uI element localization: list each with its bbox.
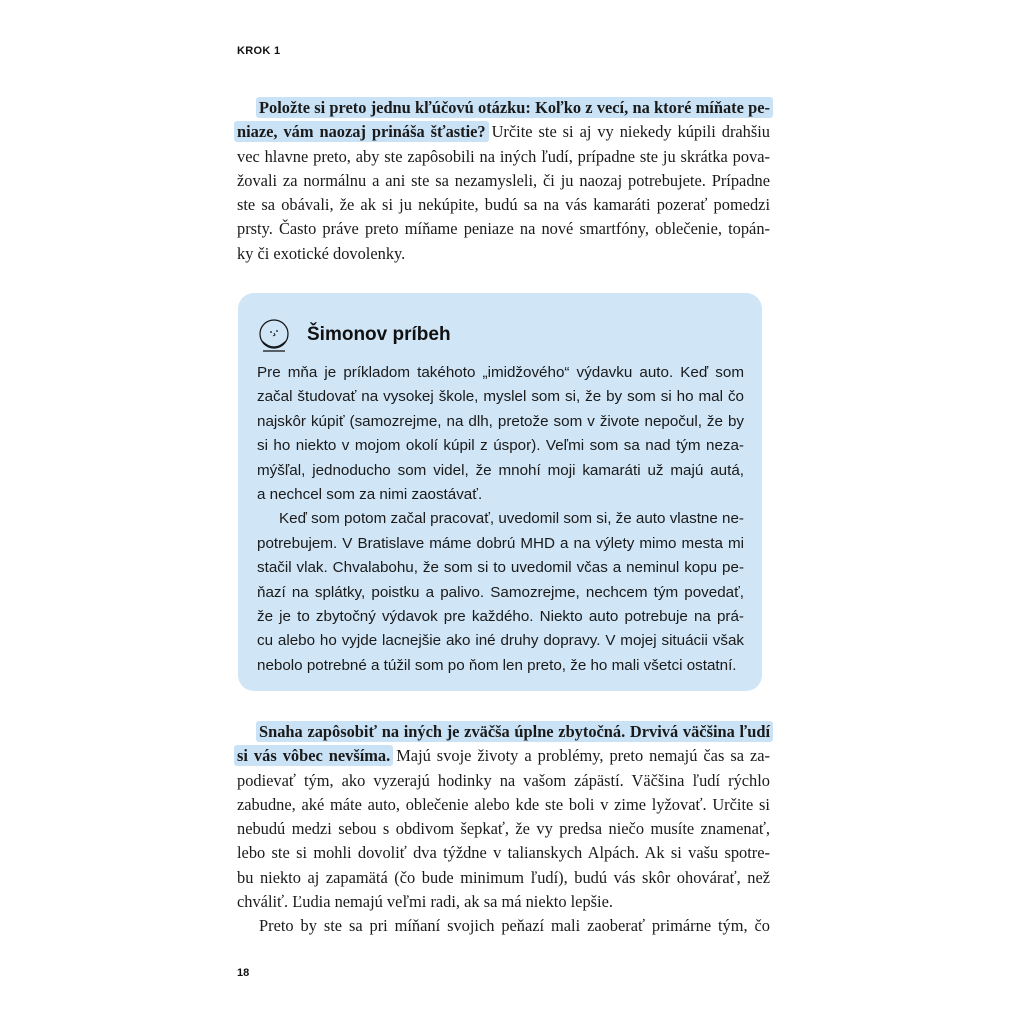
chapter-header: KROK 1 [237, 45, 281, 57]
text-line [237, 96, 770, 120]
paragraph-1 [237, 96, 770, 266]
line-text: ky či exotické dovolenky. [237, 243, 406, 263]
text-line [257, 654, 744, 678]
text-line [237, 169, 770, 193]
line-text: začal študovať na vysokej škole, myslel som si, že by som si ho mal čo [257, 388, 744, 406]
line-text: Majú svoje životy a problémy, preto nemajú čas sa za- [390, 746, 770, 766]
line-text: Keď som potom začal pracovať, uvedomil som si, že auto vlastne ne- [279, 510, 744, 528]
text-line [237, 890, 770, 914]
text-line [257, 361, 744, 385]
line-text: bu niekto aj zapamätá (čo bude minimum ľudí), budú vás skôr ohovárať, než [237, 867, 770, 887]
text-line [237, 793, 770, 817]
text-line [257, 532, 744, 556]
text-line [237, 744, 770, 768]
line-text: cu alebo ho vyjde lacnejšie ako iné druhy dopravy. V mojej situácii však [257, 632, 744, 650]
text-line [237, 193, 770, 217]
line-text: že je to zbytočný výdavok pre každého. Niekto auto potrebuje na prá- [257, 607, 744, 625]
line-text: najskôr kúpiť (samozrejme, na dlh, pretože som v živote nepočul, že by [257, 412, 744, 430]
text-line [257, 556, 744, 580]
paragraph-2 [237, 720, 770, 939]
highlighted-bold-text: Snaha zapôsobiť na iných je zväčša úplne zbytočná. Drvivá väčšina ľudí [256, 721, 773, 742]
story-body [257, 361, 744, 678]
text-line [237, 217, 770, 241]
text-line [237, 769, 770, 793]
text-line [257, 385, 744, 409]
line-text: lebo ste si mohli dovoliť dva týždne v talianskych Alpách. Ak si vašu spotre- [237, 843, 770, 863]
text-line [257, 410, 744, 434]
line-text: podievať tým, ako vyzerajú hodinky na vašom zápästí. Väčšina ľudí rýchlo [237, 770, 770, 790]
line-text: prsty. Často práve preto míňame peniaze na nové smartfóny, oblečenie, topán- [237, 219, 770, 239]
line-text: ňazí na splátky, poistku a palivo. Samozrejme, nechcem tým povedať, [257, 583, 744, 601]
line-text: si ho niekto v mojom okolí kúpil z úspor). Veľmi som sa nad tým neza- [257, 437, 744, 455]
text-line [257, 483, 744, 507]
line-text: potrebujem. V Bratislave máme dobrú MHD a na výlety mimo mesta mi [257, 534, 744, 552]
text-line [237, 866, 770, 890]
text-line [237, 720, 770, 744]
highlighted-bold-text: Položte si preto jednu kľúčovú otázku: Koľko z vecí, na ktoré míňate pe- [256, 97, 773, 118]
text-line [257, 434, 744, 458]
line-text: nebudú medzi sebou s obdivom šepkať, že vy predsa niečo musíte znamenať, [237, 819, 770, 839]
line-text: Pre mňa je príkladom takéhoto „imidžového“ výdavku auto. Keď som [257, 364, 744, 381]
highlighted-bold-text: si vás vôbec nevšíma. [234, 745, 393, 766]
highlighted-bold-text: niaze, vám naozaj prináša šťastie? [234, 121, 489, 142]
text-line [237, 841, 770, 865]
line-text: chváliť. Ľudia nemajú veľmi radi, ak sa má niekto lepšie. [237, 892, 613, 912]
text-line [257, 459, 744, 483]
text-line [237, 145, 770, 169]
line-text: vec hlavne preto, aby ste zapôsobili na iných ľudí, prípadne ste ju skrátka pova- [237, 146, 770, 166]
smiley-face-icon [257, 319, 291, 353]
line-text: ste sa obávali, že ak si ju nekúpite, budú sa na vás kamaráti pozerať pomedzi [237, 195, 770, 215]
text-line [237, 120, 770, 144]
line-text: žovali za normálnu a ani ste sa nezamysleli, či ju naozaj potrebujete. Prípadne [237, 170, 770, 190]
line-text: zabudne, aké máte auto, oblečenie alebo kde ste boli v zime lyžovať. Určite si [237, 794, 770, 814]
text-line [257, 605, 744, 629]
text-line [237, 817, 770, 841]
story-title: Šimonov príbeh [307, 324, 451, 345]
story-box [238, 293, 762, 691]
line-text: mýšľal, jednoducho som videl, že mnohí moji kamaráti už majú autá, [257, 461, 744, 479]
line-text: Určite ste si aj vy niekedy kúpili drahšiu [485, 122, 771, 142]
text-line [257, 581, 744, 605]
line-text: nebolo potrebné a túžil som po ňom len preto, že ho mali všetci ostatní. [257, 656, 737, 674]
line-text: stačil vlak. Chvalabohu, že som si to uvedomil včas a neminul kopu pe- [257, 559, 744, 577]
line-text: a nechcel som za nimi zaostávať. [257, 485, 483, 503]
text-line [237, 914, 770, 938]
text-line [257, 507, 744, 531]
text-line [257, 629, 744, 653]
line-text: Preto by ste sa pri míňaní svojich peňazí mali zaoberať primárne tým, čo [259, 916, 770, 936]
text-line [237, 242, 770, 266]
page-number: 18 [237, 967, 250, 979]
